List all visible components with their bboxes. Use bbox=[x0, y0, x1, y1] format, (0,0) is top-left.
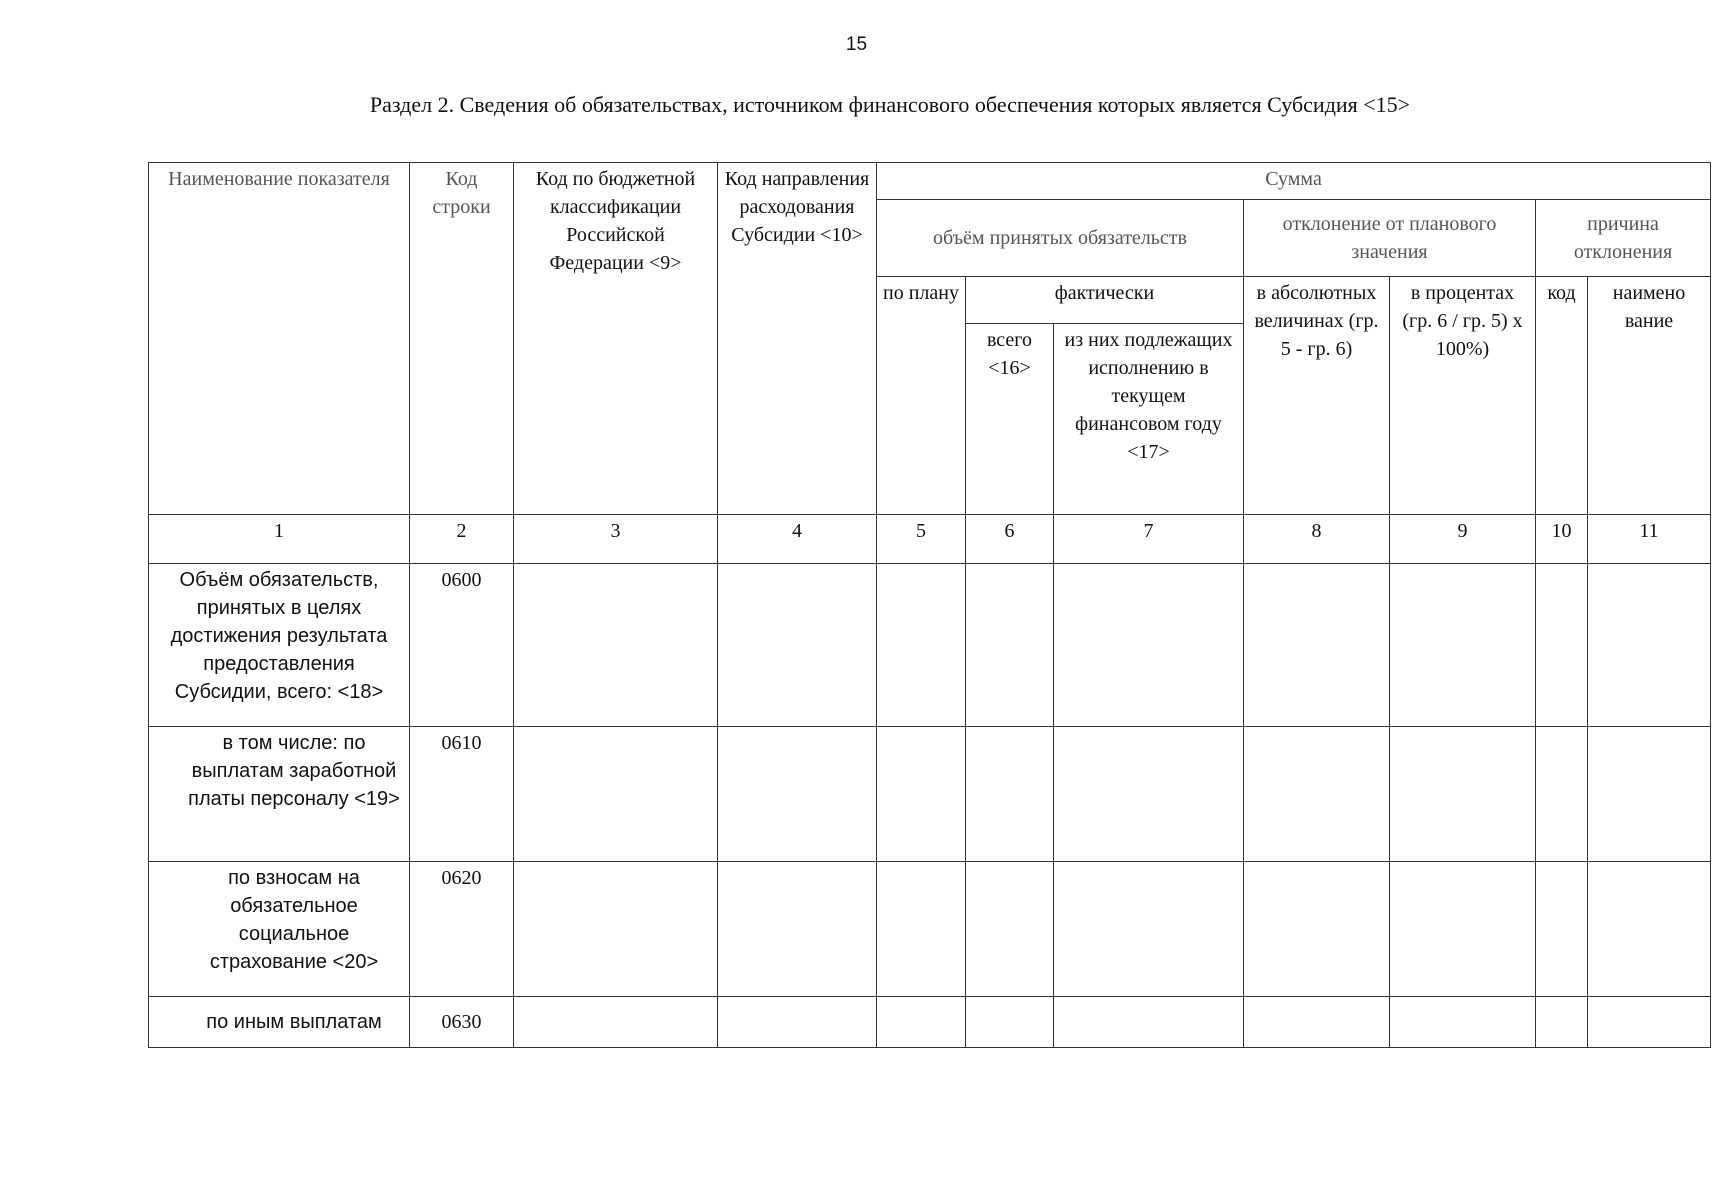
header-absolute: в абсолютных величинах (гр. 5 - гр. 6) bbox=[1244, 277, 1390, 515]
empty-cell bbox=[718, 564, 877, 727]
page-number: 15 bbox=[845, 34, 868, 55]
column-number: 1 bbox=[149, 515, 410, 564]
header-row-1 bbox=[149, 163, 1711, 200]
empty-cell bbox=[1390, 727, 1536, 862]
header-direction-code: Код направления расходования Субсидии <10> bbox=[718, 163, 877, 515]
header-subject-to-execution: из них подлежащих исполнению в текущем финансовом году <17> bbox=[1054, 324, 1244, 515]
empty-cell bbox=[1588, 997, 1711, 1048]
column-number: 6 bbox=[966, 515, 1054, 564]
empty-cell bbox=[1536, 564, 1588, 727]
column-number: 7 bbox=[1054, 515, 1244, 564]
column-number: 3 bbox=[514, 515, 718, 564]
header-reason-name: наимено вание bbox=[1588, 277, 1711, 515]
obligations-table bbox=[148, 162, 1711, 1048]
header-total: всего <16> bbox=[966, 324, 1054, 515]
header-line-code: Код строки bbox=[410, 163, 514, 515]
empty-cell bbox=[514, 564, 718, 727]
column-number: 5 bbox=[877, 515, 966, 564]
header-reason: причина отклонения bbox=[1536, 200, 1711, 277]
header-percent: в процентах (гр. 6 / гр. 5) x 100%) bbox=[1390, 277, 1536, 515]
header-obligations-volume: объём принятых обязательств bbox=[877, 200, 1244, 277]
empty-cell bbox=[514, 997, 718, 1048]
empty-cell bbox=[1536, 997, 1588, 1048]
empty-cell bbox=[1054, 564, 1244, 727]
empty-cell bbox=[1588, 862, 1711, 997]
empty-cell bbox=[1390, 564, 1536, 727]
row-name: по иным выплатам bbox=[149, 997, 410, 1048]
empty-cell bbox=[1536, 727, 1588, 862]
empty-cell bbox=[1244, 727, 1390, 862]
empty-cell bbox=[877, 727, 966, 862]
empty-cell bbox=[1244, 997, 1390, 1048]
row-code: 0630 bbox=[410, 997, 514, 1048]
empty-cell bbox=[1390, 997, 1536, 1048]
empty-cell bbox=[718, 997, 877, 1048]
table-row bbox=[149, 862, 1711, 997]
empty-cell bbox=[1054, 997, 1244, 1048]
empty-cell bbox=[1536, 862, 1588, 997]
empty-cell bbox=[877, 564, 966, 727]
empty-cell bbox=[514, 727, 718, 862]
column-number: 2 bbox=[410, 515, 514, 564]
row-name: в том числе: по выплатам заработной платы персоналу <19> bbox=[149, 727, 410, 862]
empty-cell bbox=[1054, 862, 1244, 997]
header-actually: фактически bbox=[966, 277, 1244, 324]
column-number: 9 bbox=[1390, 515, 1536, 564]
empty-cell bbox=[514, 862, 718, 997]
empty-cell bbox=[966, 727, 1054, 862]
header-reason-code: код bbox=[1536, 277, 1588, 515]
empty-cell bbox=[966, 564, 1054, 727]
empty-cell bbox=[718, 727, 877, 862]
row-code: 0600 bbox=[410, 564, 514, 727]
empty-cell bbox=[1588, 727, 1711, 862]
table-row bbox=[149, 564, 1711, 727]
row-code: 0610 bbox=[410, 727, 514, 862]
empty-cell bbox=[877, 862, 966, 997]
empty-cell bbox=[1244, 862, 1390, 997]
column-number: 11 bbox=[1588, 515, 1711, 564]
header-budget-classification-code: Код по бюджетной классификации Российской Федерации <9> bbox=[514, 163, 718, 515]
empty-cell bbox=[1588, 564, 1711, 727]
empty-cell bbox=[966, 862, 1054, 997]
empty-cell bbox=[1390, 862, 1536, 997]
header-by-plan: по плану bbox=[877, 277, 966, 515]
header-indicator-name: Наименование показателя bbox=[149, 163, 410, 515]
empty-cell bbox=[1244, 564, 1390, 727]
empty-cell bbox=[966, 997, 1054, 1048]
table-row bbox=[149, 727, 1711, 862]
header-amount: Сумма bbox=[877, 163, 1711, 200]
column-number-row bbox=[149, 515, 1711, 564]
header-deviation: отклонение от планового значения bbox=[1244, 200, 1536, 277]
table-row bbox=[149, 997, 1711, 1048]
column-number: 8 bbox=[1244, 515, 1390, 564]
empty-cell bbox=[1054, 727, 1244, 862]
empty-cell bbox=[877, 997, 966, 1048]
row-code: 0620 bbox=[410, 862, 514, 997]
row-name: по взносам на обязательное социальное страхование <20> bbox=[149, 862, 410, 997]
row-name: Объём обязательств, принятых в целях достижения результата предоставления Субсидии, всего: <18> bbox=[149, 564, 410, 727]
column-number: 4 bbox=[718, 515, 877, 564]
column-number: 10 bbox=[1536, 515, 1588, 564]
section-title: Раздел 2. Сведения об обязательствах, источником финансового обеспечения которых является Субсидия <15> bbox=[369, 92, 1411, 117]
empty-cell bbox=[718, 862, 877, 997]
